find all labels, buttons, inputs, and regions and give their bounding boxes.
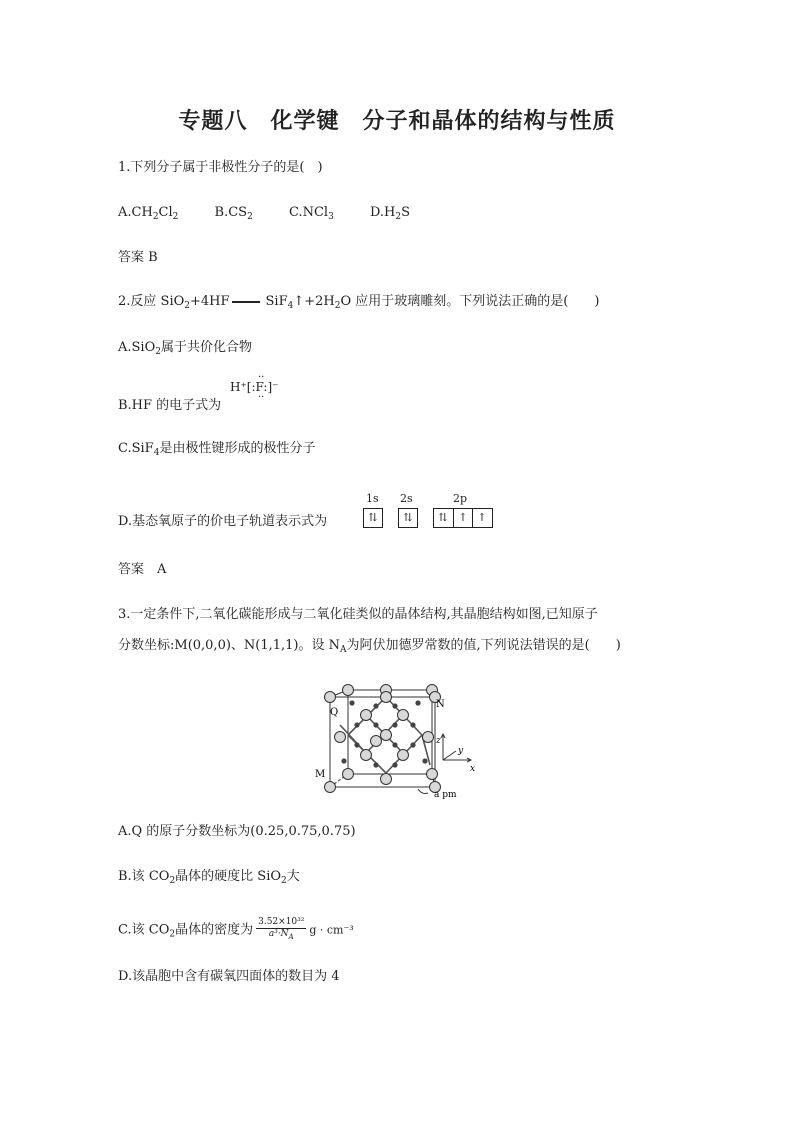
q1-option-c: C.NCl$_3$	[288, 205, 334, 222]
electron-pair-arrows: ⇅	[438, 511, 448, 524]
atom	[381, 774, 392, 785]
label-Q: Q	[330, 707, 339, 718]
density-fraction: $\frac{\text{3.52×10³²}}{a^3\cdot N_A}$	[258, 917, 305, 941]
q1-options	[118, 205, 442, 225]
q1-stem: 1.下列分子属于非极性分子的是( )	[118, 160, 323, 175]
hf-electron-formula: H⁺[:F:]⁻ ·· ··	[230, 372, 279, 403]
reaction-equals-sign	[232, 301, 260, 303]
q1-answer: 答案 B	[118, 250, 158, 265]
q3-option-d: D.该晶胞中含有碳氧四面体的数目为 4	[118, 969, 340, 984]
label-a-pm: a pm	[434, 790, 457, 800]
orbital-label-1s: 1s	[366, 492, 379, 505]
atom	[361, 750, 372, 761]
atom	[398, 750, 409, 761]
page-title: 专题八 化学键 分子和晶体的结构与性质	[178, 109, 616, 134]
orbital-label-2s: 2s	[400, 492, 413, 505]
q2-answer: 答案 A	[118, 562, 167, 577]
q2-option-a: A.SiO$_2$属于共价化合物	[118, 340, 252, 357]
q3-option-a: A.Q 的原子分数坐标为(0.25,0.75,0.75)	[118, 824, 356, 839]
atom	[381, 692, 392, 703]
atom	[325, 692, 336, 703]
orbital-box-2s	[398, 508, 418, 528]
electron-up-arrow: ↑	[453, 509, 472, 527]
label-x: x	[470, 764, 476, 774]
q2-option-b: B.HF 的电子式为	[118, 398, 222, 413]
q2-stem: 2.反应 SiO$_2$+4HF $SiF_4↑+2H_2O$ 应用于玻璃雕刻。下列说法正确的是( )	[118, 294, 600, 311]
label-M: M	[315, 769, 326, 780]
lone-pair-dots-top: ··	[258, 372, 265, 383]
atom	[423, 732, 434, 743]
label-y: y	[458, 746, 464, 756]
electron-pair-arrows: ⇅	[403, 511, 413, 524]
orbital-box-2p	[433, 508, 493, 528]
q1-option-d: $D.H_2S$	[369, 205, 411, 222]
atom	[343, 685, 354, 696]
q1-option-b: $B.CS_2$	[214, 205, 253, 222]
atom	[335, 732, 346, 743]
atom	[371, 736, 382, 747]
atom	[343, 769, 354, 780]
orbital-box-1s	[363, 508, 383, 528]
atom	[398, 710, 409, 721]
electron-up-arrow: ↑	[472, 509, 491, 527]
lone-pair-dots-bottom: ··	[258, 392, 265, 403]
atom	[427, 769, 438, 780]
axis-y	[443, 751, 456, 760]
orbital-label-2p: 2p	[453, 492, 468, 505]
q3-option-b: B.该 $CO_2$晶体的硬度比 SiO$_2$大	[118, 869, 300, 886]
atom-center	[381, 730, 392, 741]
label-z: z	[436, 736, 441, 746]
atom-Q	[361, 710, 372, 721]
q3-stem-line1: 3.一定条件下,二氧化碳能形成与二氧化硅类似的晶体结构,其晶胞结构如图,已知原子	[118, 607, 598, 622]
electron-pair-arrows: ⇅	[368, 511, 378, 524]
q2-option-d: D.基态氧原子的价电子轨道表示式为	[118, 514, 328, 529]
q3-option-c: C.该 $CO_2$晶体的密度为 $\frac{\text{3.52×10³²}}{a^3\cdot N_A}$ g · cm⁻³	[118, 917, 354, 941]
atom-M	[325, 782, 336, 793]
q3-stem-line2: 分数坐标:M(0,0,0)、N(1,1,1)。设 $N_A$为阿伏加德罗常数的值,下列说法错误的是( )	[118, 638, 621, 655]
q1-option-a: $A.CH_2Cl_2$	[118, 205, 179, 222]
q2-option-c: C.SiF$_4$是由极性键形成的极性分子	[118, 441, 316, 458]
crystal-cell-figure	[300, 675, 500, 800]
label-N: N	[436, 699, 445, 710]
